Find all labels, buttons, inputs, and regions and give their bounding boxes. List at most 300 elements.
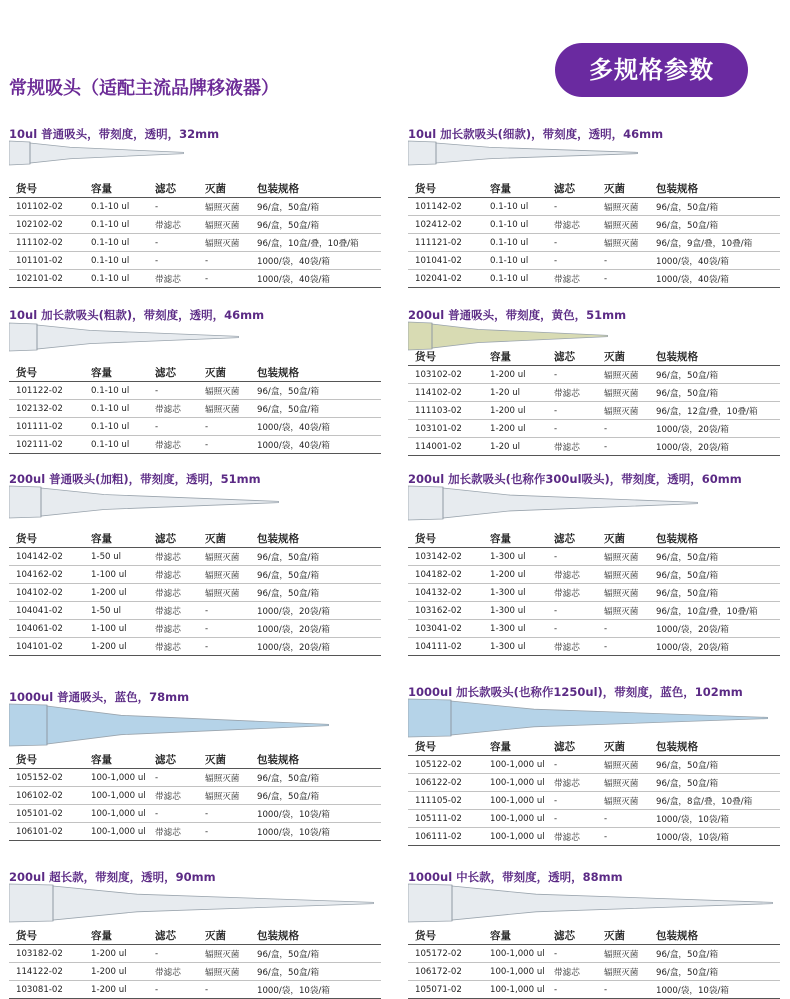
column-header: 包装规格 (649, 179, 780, 198)
spec-badge: 多规格参数 (555, 43, 748, 97)
table-cell: 带滤芯 (547, 438, 597, 456)
table-row (9, 252, 381, 270)
table-row (9, 638, 381, 656)
table-cell: - (547, 792, 597, 810)
table-cell: - (547, 810, 597, 828)
table-cell: 1000/袋，20袋/箱 (250, 602, 381, 620)
table-row (408, 602, 780, 620)
table-cell: 103162-02 (408, 602, 483, 620)
table-cell: - (597, 438, 649, 456)
table-cell: 辐照灭菌 (198, 234, 250, 252)
table-row (408, 234, 780, 252)
table-cell: 106111-02 (408, 828, 483, 846)
table-cell: 带滤芯 (148, 823, 198, 841)
table-cell: 96/盒，10盒/叠，10叠/箱 (649, 602, 780, 620)
table-row (408, 945, 780, 963)
section-title: 1000ul 普通吸头，蓝色，78mm (9, 690, 190, 704)
table-header-row (408, 179, 780, 198)
table-cell: 96/盒，50盒/箱 (250, 198, 381, 216)
table-cell: - (198, 805, 250, 823)
table-row (9, 382, 381, 400)
table-cell: 100-1,000 ul (483, 756, 547, 774)
spec-table (9, 750, 381, 841)
table-cell: 100-1,000 ul (483, 828, 547, 846)
table-row (9, 945, 381, 963)
table-row (9, 602, 381, 620)
table-cell: 102041-02 (408, 270, 483, 288)
column-header: 货号 (408, 926, 483, 945)
table-cell: - (198, 823, 250, 841)
spec-table (9, 363, 381, 454)
section-title: 200ul 超长款，带刻度，透明，90mm (9, 870, 216, 884)
table-header-row (9, 529, 381, 548)
table-cell: 111121-02 (408, 234, 483, 252)
table-row (9, 216, 381, 234)
table-cell: 辐照灭菌 (597, 792, 649, 810)
spec-table (9, 926, 381, 999)
column-header: 滤芯 (547, 737, 597, 756)
table-cell: 96/盒，50盒/箱 (649, 566, 780, 584)
table-cell: 0.1-10 ul (84, 418, 148, 436)
column-header: 灭菌 (198, 926, 250, 945)
table-cell: 96/盒，50盒/箱 (649, 198, 780, 216)
spec-table (9, 179, 381, 288)
table-row (408, 981, 780, 999)
table-cell: 带滤芯 (148, 602, 198, 620)
table-row (9, 270, 381, 288)
table-cell: 96/盒，50盒/箱 (250, 566, 381, 584)
table-cell: 96/盒，50盒/箱 (250, 963, 381, 981)
table-cell: 带滤芯 (148, 620, 198, 638)
column-header: 滤芯 (148, 926, 198, 945)
table-row (408, 566, 780, 584)
table-cell: 104111-02 (408, 638, 483, 656)
table-cell: 1000/袋，40袋/箱 (649, 270, 780, 288)
table-cell: 1000/袋，20袋/箱 (649, 620, 780, 638)
table-cell: 114122-02 (9, 963, 84, 981)
table-cell: - (198, 270, 250, 288)
table-cell: 带滤芯 (547, 216, 597, 234)
table-cell: 带滤芯 (148, 216, 198, 234)
table-cell: 带滤芯 (547, 384, 597, 402)
table-row (9, 584, 381, 602)
table-cell: 辐照灭菌 (597, 402, 649, 420)
table-cell: 105071-02 (408, 981, 483, 999)
table-cell: 带滤芯 (148, 963, 198, 981)
table-cell: 1000/袋，40袋/箱 (250, 270, 381, 288)
column-header: 容量 (483, 529, 547, 548)
table-cell: - (547, 756, 597, 774)
table-cell: 辐照灭菌 (597, 566, 649, 584)
table-cell: 104182-02 (408, 566, 483, 584)
table-cell: 1000/袋，10袋/箱 (250, 805, 381, 823)
table-row (9, 436, 381, 454)
table-cell: 带滤芯 (547, 566, 597, 584)
column-header: 货号 (9, 529, 84, 548)
column-header: 货号 (408, 529, 483, 548)
pipette-tip-image (9, 703, 329, 751)
table-row (9, 548, 381, 566)
table-cell: 带滤芯 (547, 584, 597, 602)
table-cell: 102101-02 (9, 270, 84, 288)
table-cell: - (547, 366, 597, 384)
table-cell: 1000/袋，20袋/箱 (250, 638, 381, 656)
table-cell: 104142-02 (9, 548, 84, 566)
table-row (408, 963, 780, 981)
column-header: 包装规格 (649, 347, 780, 366)
table-cell: 1-200 ul (483, 366, 547, 384)
table-row (9, 823, 381, 841)
table-row (9, 769, 381, 787)
column-header: 容量 (84, 926, 148, 945)
table-cell: 1000/袋，20袋/箱 (649, 638, 780, 656)
table-cell: 111102-02 (9, 234, 84, 252)
table-cell: 辐照灭菌 (198, 382, 250, 400)
column-header: 滤芯 (547, 529, 597, 548)
table-cell: 辐照灭菌 (597, 774, 649, 792)
table-header-row (408, 347, 780, 366)
section-title: 200ul 加长款吸头(也称作300ul吸头)，带刻度，透明，60mm (408, 472, 742, 486)
table-cell: 辐照灭菌 (198, 769, 250, 787)
table-cell: 0.1-10 ul (483, 198, 547, 216)
table-cell: - (547, 620, 597, 638)
table-cell: 96/盒，50盒/箱 (649, 756, 780, 774)
table-cell: 111105-02 (408, 792, 483, 810)
column-header: 灭菌 (597, 179, 649, 198)
table-cell: 102132-02 (9, 400, 84, 418)
table-cell: - (597, 620, 649, 638)
table-cell: 105152-02 (9, 769, 84, 787)
table-cell: 104101-02 (9, 638, 84, 656)
column-header: 容量 (84, 529, 148, 548)
table-header-row (408, 926, 780, 945)
table-cell: 带滤芯 (148, 400, 198, 418)
table-cell: 辐照灭菌 (597, 945, 649, 963)
table-cell: 96/盒，50盒/箱 (649, 584, 780, 602)
table-cell: 106102-02 (9, 787, 84, 805)
table-header-row (9, 179, 381, 198)
table-cell: 106101-02 (9, 823, 84, 841)
table-row (408, 584, 780, 602)
table-cell: - (597, 252, 649, 270)
table-cell: 1000/袋，10袋/箱 (649, 810, 780, 828)
table-cell: 101041-02 (408, 252, 483, 270)
table-cell: - (597, 981, 649, 999)
column-header: 灭菌 (597, 926, 649, 945)
table-cell: 96/盒，50盒/箱 (250, 945, 381, 963)
table-cell: 带滤芯 (148, 638, 198, 656)
table-cell: 0.1-10 ul (483, 216, 547, 234)
table-cell: 1-200 ul (84, 584, 148, 602)
table-cell: 105122-02 (408, 756, 483, 774)
table-row (408, 438, 780, 456)
table-cell: 96/盒，50盒/箱 (649, 216, 780, 234)
table-cell: 1-300 ul (483, 584, 547, 602)
table-cell: - (148, 945, 198, 963)
column-header: 灭菌 (198, 750, 250, 769)
table-cell: - (597, 638, 649, 656)
column-header: 包装规格 (250, 363, 381, 382)
section-title: 1000ul 中长款，带刻度，透明，88mm (408, 870, 623, 884)
table-cell: 1-20 ul (483, 384, 547, 402)
table-cell: 1000/袋，20袋/箱 (649, 438, 780, 456)
table-cell: 114102-02 (408, 384, 483, 402)
table-cell: 1-200 ul (84, 963, 148, 981)
table-row (9, 400, 381, 418)
table-cell: 1000/袋，10袋/箱 (250, 823, 381, 841)
column-header: 容量 (84, 363, 148, 382)
table-cell: 105101-02 (9, 805, 84, 823)
table-cell: 100-1,000 ul (84, 823, 148, 841)
table-cell: 1000/袋，10袋/箱 (649, 981, 780, 999)
pipette-tip-image (9, 140, 184, 170)
table-cell: - (547, 402, 597, 420)
table-cell: 100-1,000 ul (483, 774, 547, 792)
column-header: 货号 (408, 737, 483, 756)
table-cell: - (547, 945, 597, 963)
table-cell: 111103-02 (408, 402, 483, 420)
column-header: 货号 (408, 179, 483, 198)
table-cell: 101122-02 (9, 382, 84, 400)
table-row (408, 198, 780, 216)
section-title: 10ul 普通吸头，带刻度，透明，32mm (9, 127, 220, 141)
table-cell: - (597, 810, 649, 828)
table-row (9, 566, 381, 584)
table-cell: 辐照灭菌 (198, 400, 250, 418)
table-cell: 1000/袋，40袋/箱 (649, 252, 780, 270)
table-cell: 96/盒，9盒/叠，10叠/箱 (649, 234, 780, 252)
table-cell: 102102-02 (9, 216, 84, 234)
table-cell: - (547, 602, 597, 620)
column-header: 货号 (408, 347, 483, 366)
table-cell: - (547, 420, 597, 438)
table-cell: - (198, 602, 250, 620)
table-cell: 辐照灭菌 (198, 566, 250, 584)
table-cell: 96/盒，50盒/箱 (649, 366, 780, 384)
table-row (408, 756, 780, 774)
pipette-tip-image (408, 883, 773, 927)
table-row (408, 774, 780, 792)
table-cell: 带滤芯 (148, 566, 198, 584)
table-row (408, 810, 780, 828)
table-cell: 0.1-10 ul (84, 198, 148, 216)
table-row (408, 548, 780, 566)
table-cell: 101102-02 (9, 198, 84, 216)
table-cell: 1-200 ul (483, 420, 547, 438)
column-header: 包装规格 (649, 926, 780, 945)
table-cell: - (597, 828, 649, 846)
page-title: 常规吸头（适配主流品牌移液器） (9, 78, 279, 99)
table-cell: 103081-02 (9, 981, 84, 999)
table-cell: 辐照灭菌 (597, 366, 649, 384)
table-cell: 1-300 ul (483, 548, 547, 566)
column-header: 容量 (483, 737, 547, 756)
table-cell: 1-200 ul (483, 566, 547, 584)
table-cell: - (198, 436, 250, 454)
table-cell: 96/盒，50盒/箱 (250, 548, 381, 566)
table-cell: 101111-02 (9, 418, 84, 436)
table-cell: 0.1-10 ul (84, 252, 148, 270)
table-cell: 辐照灭菌 (198, 963, 250, 981)
table-header-row (9, 926, 381, 945)
table-header-row (9, 750, 381, 769)
pipette-tip-image (9, 485, 279, 523)
table-cell: 带滤芯 (547, 774, 597, 792)
table-cell: 105172-02 (408, 945, 483, 963)
column-header: 灭菌 (198, 529, 250, 548)
column-header: 货号 (9, 363, 84, 382)
table-cell: - (198, 418, 250, 436)
table-cell: 辐照灭菌 (198, 787, 250, 805)
column-header: 滤芯 (148, 363, 198, 382)
table-cell: 103142-02 (408, 548, 483, 566)
table-cell: 96/盒，50盒/箱 (250, 216, 381, 234)
column-header: 灭菌 (597, 347, 649, 366)
section-title: 200ul 普通吸头(加粗)，带刻度，透明，51mm (9, 472, 261, 486)
table-row (9, 805, 381, 823)
table-cell: 0.1-10 ul (84, 382, 148, 400)
table-cell: 96/盒，50盒/箱 (649, 945, 780, 963)
table-cell: 1-100 ul (84, 620, 148, 638)
table-row (9, 418, 381, 436)
table-cell: - (547, 981, 597, 999)
column-header: 包装规格 (250, 926, 381, 945)
column-header: 滤芯 (148, 179, 198, 198)
table-cell: - (148, 769, 198, 787)
column-header: 容量 (483, 179, 547, 198)
table-cell: 106172-02 (408, 963, 483, 981)
table-cell: 100-1,000 ul (84, 787, 148, 805)
table-cell: 96/盒，50盒/箱 (250, 382, 381, 400)
table-cell: 1-300 ul (483, 602, 547, 620)
table-cell: 辐照灭菌 (597, 384, 649, 402)
table-cell: 100-1,000 ul (483, 981, 547, 999)
column-header: 滤芯 (547, 347, 597, 366)
table-cell: 104102-02 (9, 584, 84, 602)
spec-table (408, 737, 780, 846)
table-cell: 96/盒，50盒/箱 (250, 787, 381, 805)
section-title: 10ul 加长款吸头(细款)，带刻度，透明，46mm (408, 127, 664, 141)
table-cell: - (148, 418, 198, 436)
pipette-tip-image (9, 322, 239, 356)
table-cell: 100-1,000 ul (483, 945, 547, 963)
table-cell: 辐照灭菌 (597, 234, 649, 252)
table-cell: - (198, 638, 250, 656)
table-row (408, 270, 780, 288)
table-row (9, 963, 381, 981)
table-cell: 辐照灭菌 (198, 216, 250, 234)
table-cell: - (547, 234, 597, 252)
column-header: 容量 (483, 926, 547, 945)
column-header: 容量 (483, 347, 547, 366)
table-cell: 带滤芯 (148, 584, 198, 602)
table-cell: 辐照灭菌 (597, 602, 649, 620)
column-header: 容量 (84, 179, 148, 198)
table-cell: 114001-02 (408, 438, 483, 456)
table-row (9, 234, 381, 252)
table-header-row (9, 363, 381, 382)
table-cell: 0.1-10 ul (483, 252, 547, 270)
column-header: 货号 (9, 926, 84, 945)
table-cell: 辐照灭菌 (597, 963, 649, 981)
table-cell: 1000/袋，20袋/箱 (649, 420, 780, 438)
table-cell: 0.1-10 ul (483, 234, 547, 252)
table-row (9, 787, 381, 805)
column-header: 货号 (9, 179, 84, 198)
table-cell: 103101-02 (408, 420, 483, 438)
table-row (408, 828, 780, 846)
table-cell: 1000/袋，10袋/箱 (250, 981, 381, 999)
table-cell: 0.1-10 ul (84, 216, 148, 234)
column-header: 滤芯 (148, 750, 198, 769)
table-cell: 96/盒，50盒/箱 (649, 548, 780, 566)
table-row (9, 198, 381, 216)
table-cell: 96/盒，12盒/叠，10叠/箱 (649, 402, 780, 420)
table-cell: 101101-02 (9, 252, 84, 270)
table-cell: 0.1-10 ul (84, 400, 148, 418)
table-cell: 102412-02 (408, 216, 483, 234)
table-cell: 辐照灭菌 (597, 548, 649, 566)
table-cell: - (547, 198, 597, 216)
table-cell: 100-1,000 ul (483, 810, 547, 828)
pipette-tip-image (9, 883, 374, 927)
table-cell: 1-20 ul (483, 438, 547, 456)
table-cell: 带滤芯 (547, 638, 597, 656)
table-cell: 1-200 ul (483, 402, 547, 420)
column-header: 灭菌 (597, 529, 649, 548)
table-cell: 100-1,000 ul (483, 963, 547, 981)
table-cell: 带滤芯 (547, 963, 597, 981)
column-header: 灭菌 (198, 179, 250, 198)
table-cell: 105111-02 (408, 810, 483, 828)
table-cell: 带滤芯 (547, 270, 597, 288)
table-cell: 0.1-10 ul (84, 436, 148, 454)
table-cell: 1-200 ul (84, 945, 148, 963)
table-cell: - (547, 252, 597, 270)
table-cell: 1-300 ul (483, 620, 547, 638)
column-header: 包装规格 (250, 179, 381, 198)
table-cell: 1-300 ul (483, 638, 547, 656)
table-cell: 100-1,000 ul (84, 769, 148, 787)
table-header-row (408, 737, 780, 756)
table-cell: 辐照灭菌 (198, 198, 250, 216)
table-row (408, 792, 780, 810)
table-row (408, 366, 780, 384)
pipette-tip-image (408, 140, 638, 170)
table-cell: 104162-02 (9, 566, 84, 584)
column-header: 灭菌 (597, 737, 649, 756)
table-cell: 101142-02 (408, 198, 483, 216)
section-title: 10ul 加长款吸头(粗款)，带刻度，透明，46mm (9, 308, 265, 322)
table-cell: 辐照灭菌 (198, 548, 250, 566)
table-cell: 辐照灭菌 (597, 756, 649, 774)
table-cell: - (148, 805, 198, 823)
table-cell: 96/盒，50盒/箱 (649, 384, 780, 402)
table-cell: 96/盒，8盒/叠，10叠/箱 (649, 792, 780, 810)
table-cell: - (148, 234, 198, 252)
table-cell: 100-1,000 ul (483, 792, 547, 810)
table-row (408, 420, 780, 438)
table-cell: - (148, 252, 198, 270)
table-cell: 1000/袋，40袋/箱 (250, 252, 381, 270)
table-cell: 带滤芯 (148, 787, 198, 805)
column-header: 包装规格 (250, 750, 381, 769)
spec-table (408, 529, 780, 656)
table-cell: 100-1,000 ul (84, 805, 148, 823)
section-title: 1000ul 加长款吸头(也称作1250ul)，带刻度，蓝色，102mm (408, 685, 743, 699)
table-cell: 96/盒，10盒/叠，10叠/箱 (250, 234, 381, 252)
column-header: 滤芯 (547, 926, 597, 945)
